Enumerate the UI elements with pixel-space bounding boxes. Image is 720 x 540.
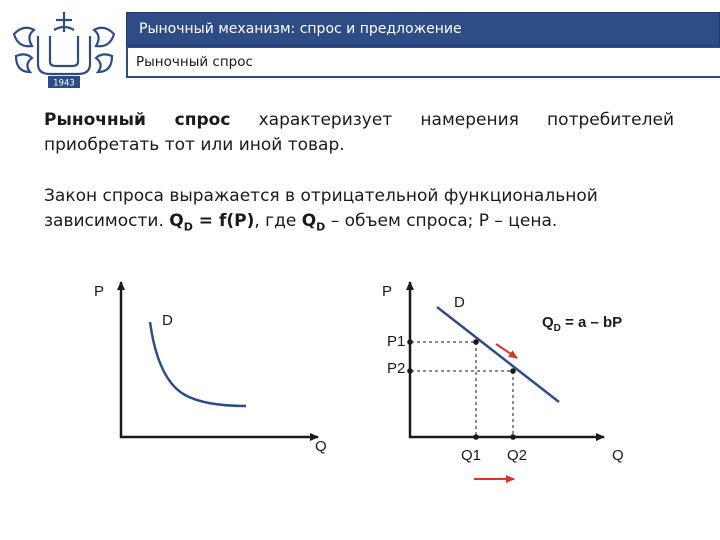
right-demand-line (437, 307, 559, 402)
definition-text-line2: приобретать тот или иной товар. (44, 135, 345, 155)
point-q1-on-axis (473, 434, 479, 440)
left-demand-diagram (94, 282, 327, 455)
header-subtitle-bar (126, 46, 720, 78)
header-title: Рыночный механизм: спрос и предложение (139, 21, 462, 37)
definition-text: характеризует намерения потребителей (230, 110, 674, 130)
header-subtitle: Рыночный спрос (136, 54, 253, 70)
left-demand-curve (150, 322, 246, 406)
point-q2-on-axis (510, 434, 516, 440)
point-p2-on-axis (407, 368, 413, 374)
logo-year: 1943 (53, 78, 75, 89)
point-p1-on-axis (407, 339, 413, 345)
formula-qd: $Q_D$ (301, 211, 326, 234)
right-y-label: P (382, 283, 393, 300)
header-title-bar (126, 12, 720, 46)
law-text-tail: – объем спроса; P – цена. (325, 211, 558, 231)
right-x-label: Q (612, 447, 624, 464)
p1-label: P1 (387, 333, 406, 350)
paragraph-law-of-demand (44, 184, 674, 239)
law-text-where: , где (254, 211, 302, 231)
paragraph-definition (44, 108, 674, 158)
right-demand-diagram (382, 282, 624, 479)
formula-function: $Q_D = f(P)$ (169, 211, 255, 234)
left-curve-label: D (162, 312, 173, 329)
demand-equation: $Q_D = a$ – bP (542, 314, 623, 334)
q1-label: Q1 (461, 447, 482, 464)
demand-diagrams (0, 270, 720, 540)
point-demand-1 (473, 339, 479, 345)
law-text-line2-start: зависимости. (44, 211, 164, 231)
q2-label: Q2 (507, 447, 528, 464)
p2-label: P2 (387, 360, 406, 377)
right-curve-label: D (454, 294, 465, 311)
left-x-label: Q (315, 438, 327, 455)
term-market-demand: Рыночный спрос (44, 110, 231, 130)
law-text-line1: Закон спроса выражается в отрицательной функциональной (44, 186, 598, 206)
left-y-label: P (94, 283, 105, 300)
university-crest-icon (8, 6, 120, 90)
point-demand-2 (510, 368, 516, 374)
